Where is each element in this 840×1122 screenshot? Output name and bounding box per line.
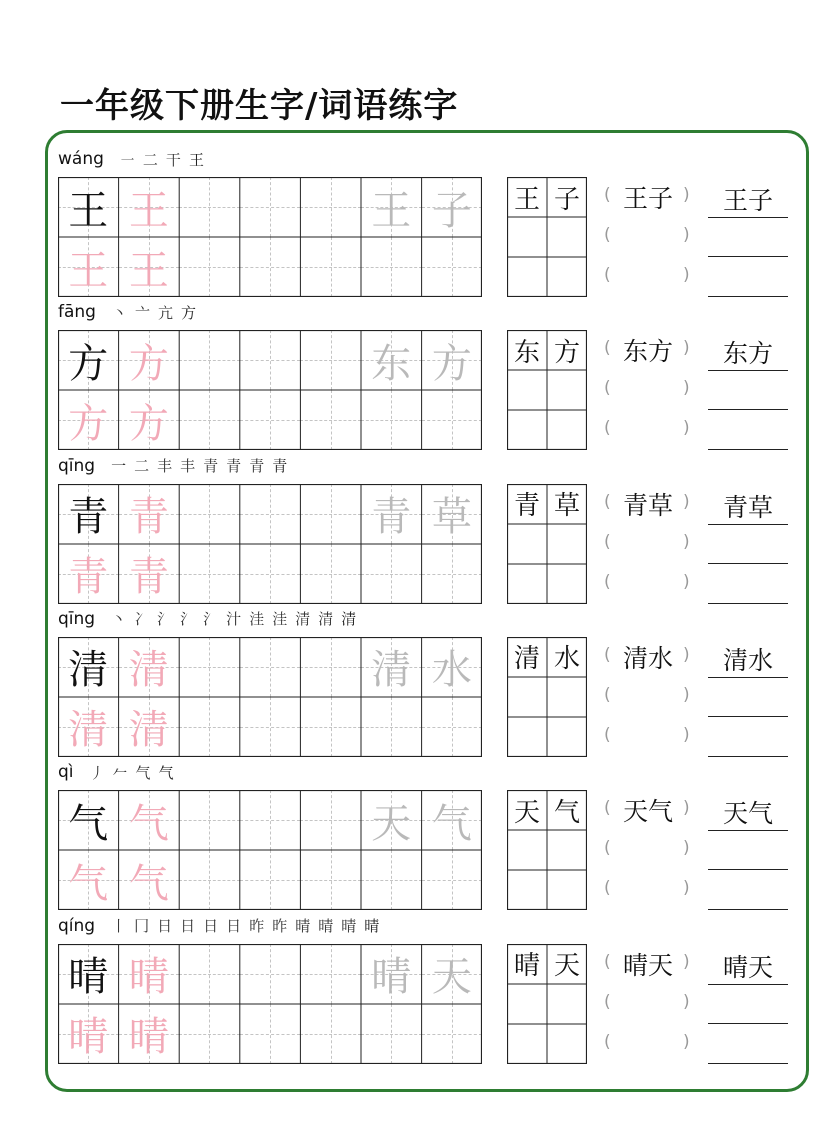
trace-character: 方 bbox=[431, 340, 472, 387]
writing-line[interactable] bbox=[708, 296, 788, 297]
stroke-order-step: 昨 bbox=[249, 917, 265, 935]
pinyin-stroke-line bbox=[58, 148, 212, 170]
model-character: 青 bbox=[68, 494, 109, 541]
stroke-order-step: 晴 bbox=[364, 917, 380, 935]
tianzige-grid bbox=[58, 944, 482, 1064]
model-character: 方 bbox=[68, 340, 109, 387]
writing-line[interactable] bbox=[708, 1023, 788, 1024]
stroke-order-step: 氵 bbox=[180, 610, 196, 629]
stroke-order-step: 冂 bbox=[134, 917, 150, 935]
word-practice-box[interactable] bbox=[507, 330, 587, 450]
stroke-order-step: 氵 bbox=[203, 610, 219, 629]
trace-character: 方 bbox=[128, 340, 169, 387]
paren-open: ( bbox=[604, 491, 611, 512]
stroke-order-step: 青 bbox=[226, 457, 242, 476]
stroke-order-step: 日 bbox=[157, 917, 173, 935]
pinyin-label: wáng bbox=[58, 149, 104, 169]
stroke-order-step: 丨 bbox=[111, 917, 127, 935]
paren-close: ) bbox=[683, 644, 690, 665]
paren-open: ( bbox=[604, 185, 611, 205]
trace-character: 青 bbox=[128, 494, 169, 541]
model-character: 王 bbox=[68, 187, 109, 234]
pinyin-stroke-line bbox=[58, 301, 204, 323]
trace-character: 晴 bbox=[128, 954, 169, 1000]
trace-character: 清 bbox=[371, 647, 412, 694]
stroke-order-step: 日 bbox=[226, 917, 242, 935]
pinyin-stroke-line bbox=[58, 455, 295, 477]
paren-close: ) bbox=[683, 724, 690, 745]
word-practice-box[interactable] bbox=[507, 790, 587, 910]
paren-open: ( bbox=[604, 418, 611, 439]
trace-character: 王 bbox=[371, 187, 412, 234]
trace-character: 清 bbox=[128, 647, 169, 694]
trace-character: 青 bbox=[371, 494, 412, 541]
trace-character: 天 bbox=[431, 954, 472, 1000]
paren-open: ( bbox=[604, 265, 611, 285]
stroke-order-step: 日 bbox=[203, 917, 219, 935]
underline-word: 天气 bbox=[708, 791, 788, 831]
trace-character: 东 bbox=[371, 340, 412, 387]
grid-outline bbox=[58, 944, 482, 1064]
underline-word: 清水 bbox=[708, 638, 788, 678]
trace-character: 方 bbox=[128, 400, 169, 447]
writing-line[interactable] bbox=[708, 716, 788, 717]
writing-line[interactable] bbox=[708, 1063, 788, 1064]
paren-open: ( bbox=[604, 878, 611, 899]
paren-open: ( bbox=[604, 724, 611, 745]
paren-close: ) bbox=[683, 491, 690, 512]
trace-character: 青 bbox=[128, 554, 169, 601]
stroke-order-step: 丰 bbox=[157, 457, 173, 476]
paren-close: ) bbox=[683, 878, 690, 899]
stroke-order-step: ㇐ bbox=[119, 150, 135, 169]
paren-word: 清水 bbox=[622, 643, 673, 673]
underline-word: 东方 bbox=[708, 331, 788, 371]
trace-character: 水 bbox=[431, 647, 472, 694]
stroke-order-step: 日 bbox=[180, 917, 196, 935]
word-character: 东 bbox=[513, 337, 540, 368]
trace-character: 气 bbox=[431, 800, 472, 847]
stroke-order-step: 丰 bbox=[180, 457, 196, 476]
trace-character: 王 bbox=[128, 247, 169, 294]
paren-close: ) bbox=[683, 991, 690, 1012]
paren-open: ( bbox=[604, 378, 611, 399]
paren-open: ( bbox=[604, 225, 611, 245]
writing-line[interactable] bbox=[708, 603, 788, 604]
paren-close: ) bbox=[683, 418, 690, 439]
pinyin-label: fāng bbox=[58, 302, 96, 323]
pinyin-label: qì bbox=[58, 762, 74, 783]
paren-open: ( bbox=[604, 1031, 611, 1052]
paren-open: ( bbox=[604, 571, 611, 592]
trace-character: 天 bbox=[371, 800, 412, 847]
grid-outline bbox=[58, 484, 482, 604]
pinyin-label: qīng bbox=[58, 455, 96, 476]
writing-line[interactable] bbox=[708, 563, 788, 564]
trace-character: 草 bbox=[431, 494, 472, 541]
paren-close: ) bbox=[683, 225, 690, 245]
underline-word: 晴天 bbox=[708, 945, 788, 985]
model-character: 清 bbox=[68, 647, 109, 694]
stroke-order-step: 青 bbox=[203, 457, 219, 476]
pinyin-stroke-line bbox=[58, 915, 387, 937]
writing-line[interactable] bbox=[708, 869, 788, 870]
word-character: 水 bbox=[553, 644, 580, 675]
underline-word: 青草 bbox=[708, 485, 788, 525]
word-character: 清 bbox=[513, 644, 540, 675]
trace-character: 气 bbox=[128, 800, 169, 847]
stroke-order-step: 王 bbox=[188, 150, 204, 169]
tianzige-grid bbox=[58, 484, 482, 604]
paren-close: ) bbox=[683, 338, 690, 359]
trace-character: 晴 bbox=[68, 1014, 109, 1060]
word-character: 天 bbox=[553, 951, 580, 981]
stroke-order-step: 青 bbox=[249, 457, 265, 476]
stroke-order-step: 二 bbox=[134, 457, 150, 476]
writing-line[interactable] bbox=[708, 756, 788, 757]
trace-character: 晴 bbox=[371, 954, 412, 1000]
grid-outline bbox=[58, 790, 482, 910]
word-practice-box[interactable] bbox=[507, 484, 587, 604]
paren-word: 晴天 bbox=[622, 950, 673, 980]
word-practice-box[interactable] bbox=[507, 177, 587, 297]
model-character: 晴 bbox=[68, 954, 109, 1000]
paren-word: 青草 bbox=[622, 490, 673, 520]
stroke-order-step: 洼 bbox=[249, 610, 265, 629]
paren-close: ) bbox=[683, 684, 690, 705]
word-character: 子 bbox=[553, 184, 580, 215]
paren-word: 东方 bbox=[622, 337, 673, 367]
stroke-order-step: 清 bbox=[295, 610, 311, 629]
paren-close: ) bbox=[683, 1031, 690, 1052]
paren-word: 王子 bbox=[622, 184, 673, 213]
paren-open: ( bbox=[604, 531, 611, 552]
word-character: 王 bbox=[513, 184, 540, 215]
stroke-order-step: 汁 bbox=[226, 610, 242, 629]
trace-character: 清 bbox=[128, 707, 169, 754]
stroke-order-step: 晴 bbox=[341, 917, 357, 935]
paren-close: ) bbox=[683, 378, 690, 399]
paren-close: ) bbox=[683, 185, 690, 205]
grid-outline bbox=[58, 177, 482, 297]
word-character: 晴 bbox=[513, 951, 540, 981]
pinyin-label: qīng bbox=[58, 608, 96, 629]
paren-open: ( bbox=[604, 684, 611, 705]
model-character: 气 bbox=[68, 800, 109, 847]
stroke-order-step: 方 bbox=[181, 303, 197, 322]
stroke-order-step: 洼 bbox=[272, 610, 288, 629]
paren-word: 天气 bbox=[622, 797, 673, 827]
trace-character: 王 bbox=[128, 187, 169, 234]
word-practice-box[interactable] bbox=[507, 637, 587, 757]
stroke-order-step: 青 bbox=[272, 457, 288, 476]
word-character: 气 bbox=[553, 797, 580, 828]
tianzige-grid bbox=[58, 330, 482, 450]
stroke-order-step: 丶 bbox=[111, 303, 127, 322]
page-title: 一年级下册生字/词语练字 bbox=[60, 86, 459, 126]
paren-open: ( bbox=[604, 838, 611, 859]
stroke-order-step: 丶 bbox=[111, 610, 127, 629]
stroke-order-step: 氵 bbox=[157, 610, 173, 629]
paren-close: ) bbox=[683, 531, 690, 552]
trace-character: 方 bbox=[68, 400, 109, 447]
grid-outline bbox=[58, 330, 482, 450]
paren-open: ( bbox=[604, 991, 611, 1012]
paren-close: ) bbox=[683, 838, 690, 859]
word-character: 草 bbox=[553, 491, 580, 522]
trace-character: 青 bbox=[68, 554, 109, 601]
stroke-order-step: 亠 bbox=[134, 303, 150, 322]
paren-close: ) bbox=[683, 265, 690, 285]
pinyin-label: qíng bbox=[58, 915, 96, 936]
word-character: 方 bbox=[553, 337, 580, 368]
pinyin-stroke-line bbox=[58, 608, 364, 630]
underline-word: 王子 bbox=[708, 178, 788, 218]
paren-open: ( bbox=[604, 798, 611, 819]
stroke-order-step: 晴 bbox=[318, 917, 334, 935]
stroke-order-step: 昨 bbox=[272, 917, 288, 935]
tianzige-grid bbox=[58, 790, 482, 910]
writing-line[interactable] bbox=[708, 909, 788, 910]
stroke-order-step: 气 bbox=[135, 763, 151, 782]
stroke-order-step: 丿 bbox=[89, 763, 105, 782]
stroke-order-step: 清 bbox=[318, 610, 334, 629]
trace-character: 晴 bbox=[128, 1014, 169, 1060]
writing-line[interactable] bbox=[708, 256, 788, 257]
word-character: 青 bbox=[513, 491, 540, 522]
paren-open: ( bbox=[604, 644, 611, 665]
paren-close: ) bbox=[683, 951, 690, 972]
stroke-order-step: 晴 bbox=[295, 917, 311, 935]
trace-character: 子 bbox=[431, 187, 472, 234]
writing-line[interactable] bbox=[708, 409, 788, 410]
stroke-order-step: 气 bbox=[158, 763, 174, 782]
grid-outline bbox=[58, 637, 482, 757]
trace-character: 气 bbox=[68, 860, 109, 907]
paren-open: ( bbox=[604, 338, 611, 359]
tianzige-grid bbox=[58, 177, 482, 297]
trace-character: 气 bbox=[128, 860, 169, 907]
word-character: 天 bbox=[513, 797, 540, 828]
paren-open: ( bbox=[604, 951, 611, 972]
paren-close: ) bbox=[683, 571, 690, 592]
trace-character: 王 bbox=[68, 247, 109, 294]
stroke-order-step: 一 bbox=[111, 457, 127, 476]
writing-line[interactable] bbox=[708, 449, 788, 450]
stroke-order-step: 𠂉 bbox=[112, 763, 128, 782]
word-practice-box[interactable] bbox=[507, 944, 587, 1064]
paren-close: ) bbox=[683, 798, 690, 819]
stroke-order-step: 干 bbox=[165, 150, 181, 169]
stroke-order-step: 二 bbox=[142, 150, 158, 169]
tianzige-grid bbox=[58, 637, 482, 757]
trace-character: 清 bbox=[68, 707, 109, 754]
pinyin-stroke-line bbox=[58, 761, 182, 783]
stroke-order-step: 清 bbox=[341, 610, 357, 629]
stroke-order-step: 亢 bbox=[158, 303, 174, 322]
stroke-order-step: 冫 bbox=[134, 610, 150, 629]
